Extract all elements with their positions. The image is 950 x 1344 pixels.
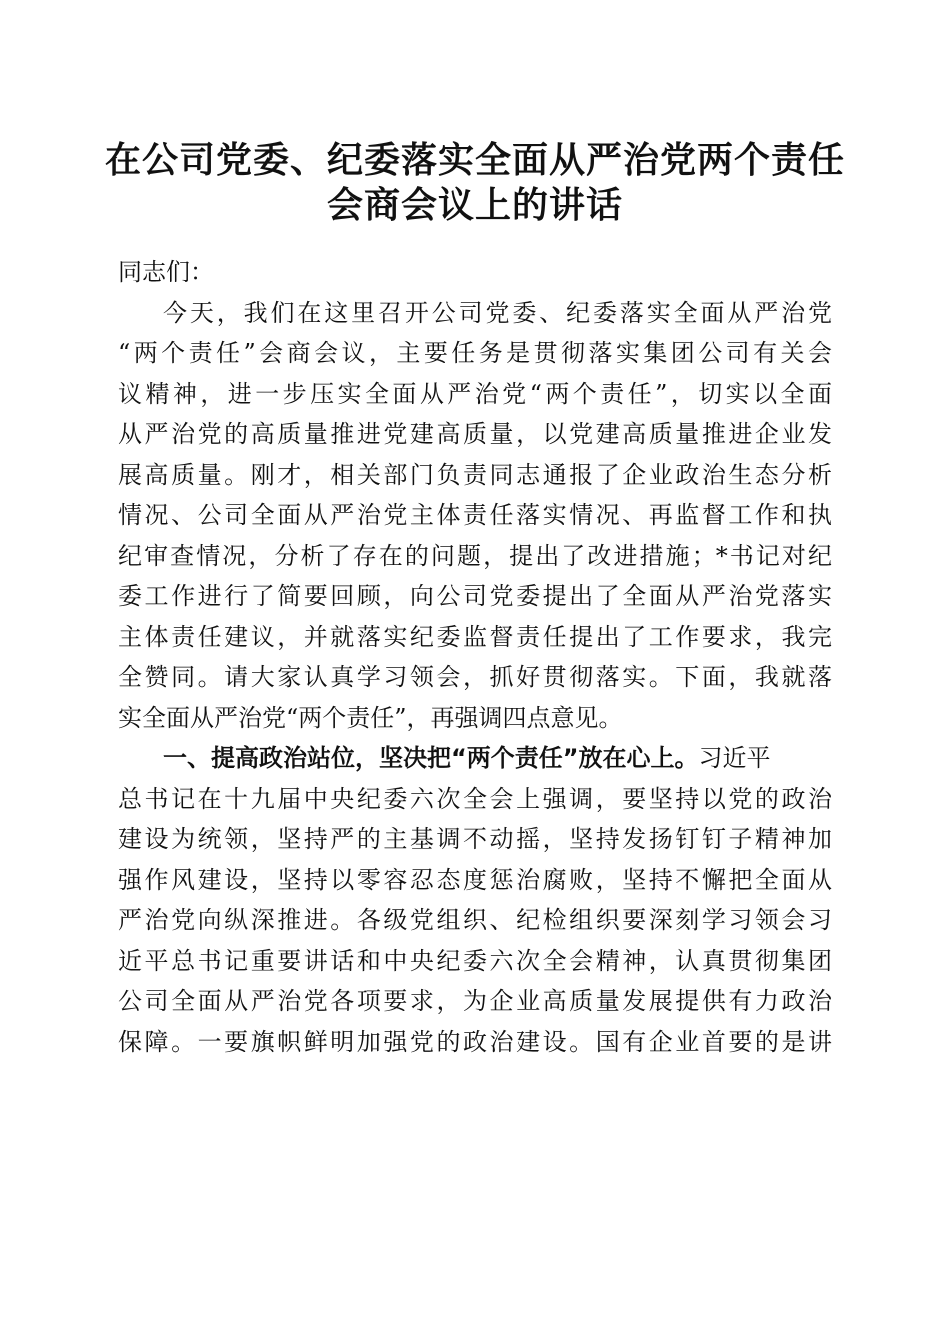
paragraph-line: 今天，我们在这里召开公司党委、纪委落实全面从严治党 <box>163 298 832 327</box>
paragraph-line: 保障。一要旗帜鲜明加强党的政治建设。国有企业首要的是讲 <box>118 1027 832 1056</box>
paragraph-line: 展高质量。刚才，相关部门负责同志通报了企业政治生态分析 <box>118 460 832 489</box>
paragraph-line: 强作风建设，坚持以零容忍态度惩治腐败，坚持不懈把全面从 <box>118 865 832 894</box>
paragraph-line: “两个责任”会商会议，主要任务是贯彻落实集团公司有关会 <box>118 339 832 367</box>
section-1-first-line <box>118 738 832 779</box>
paragraph-line: 严治党向纵深推进。各级党组织、纪检组织要深刻学习领会习 <box>118 906 832 934</box>
paragraph-line: 实全面从严治党“两个责任”，再强调四点意见。 <box>118 703 623 732</box>
section-1-first-line-tail: 习近平 <box>698 744 771 772</box>
section-1-heading: 一、提高政治站位，坚决把“两个责任”放在心上。 <box>163 744 699 772</box>
paragraph-line: 从严治党的高质量推进党建高质量，以党建高质量推进企业发 <box>118 420 832 448</box>
paragraph-line: 情况、公司全面从严治党主体责任落实情况、再监督工作和执 <box>118 501 832 529</box>
paragraph-line: 总书记在十九届中央纪委六次全会上强调，要坚持以党的政治 <box>118 784 832 813</box>
paragraph-line: 公司全面从严治党各项要求，为企业高质量发展提供有力政治 <box>118 987 832 1015</box>
section-1 <box>118 738 832 1062</box>
paragraph-line: 建设为统领，坚持严的主基调不动摇，坚持发扬钉钉子精神加 <box>118 825 832 853</box>
document-title-line-1: 在公司党委、纪委落实全面从严治党两个责任 <box>104 139 845 181</box>
paragraph-line: 纪审查情况，分析了存在的问题，提出了改进措施；*书记对纪 <box>118 541 832 570</box>
document-body <box>118 252 832 1062</box>
document-title-line-2: 会商会议上的讲话 <box>326 184 623 226</box>
paragraph-line: 主体责任建议，并就落实纪委监督责任提出了工作要求，我完 <box>118 622 832 651</box>
paragraph-opening <box>118 293 832 739</box>
paragraph-line: 委工作进行了简要回顾，向公司党委提出了全面从严治党落实 <box>118 582 832 610</box>
paragraph-line: 全赞同。请大家认真学习领会，抓好贯彻落实。下面，我就落 <box>118 663 832 691</box>
salutation: 同志们： <box>118 258 214 286</box>
paragraph-line: 议精神，进一步压实全面从严治党“两个责任”，切实以全面 <box>118 379 832 408</box>
paragraph-line: 近平总书记重要讲话和中央纪委六次全会精神，认真贯彻集团 <box>118 946 832 975</box>
